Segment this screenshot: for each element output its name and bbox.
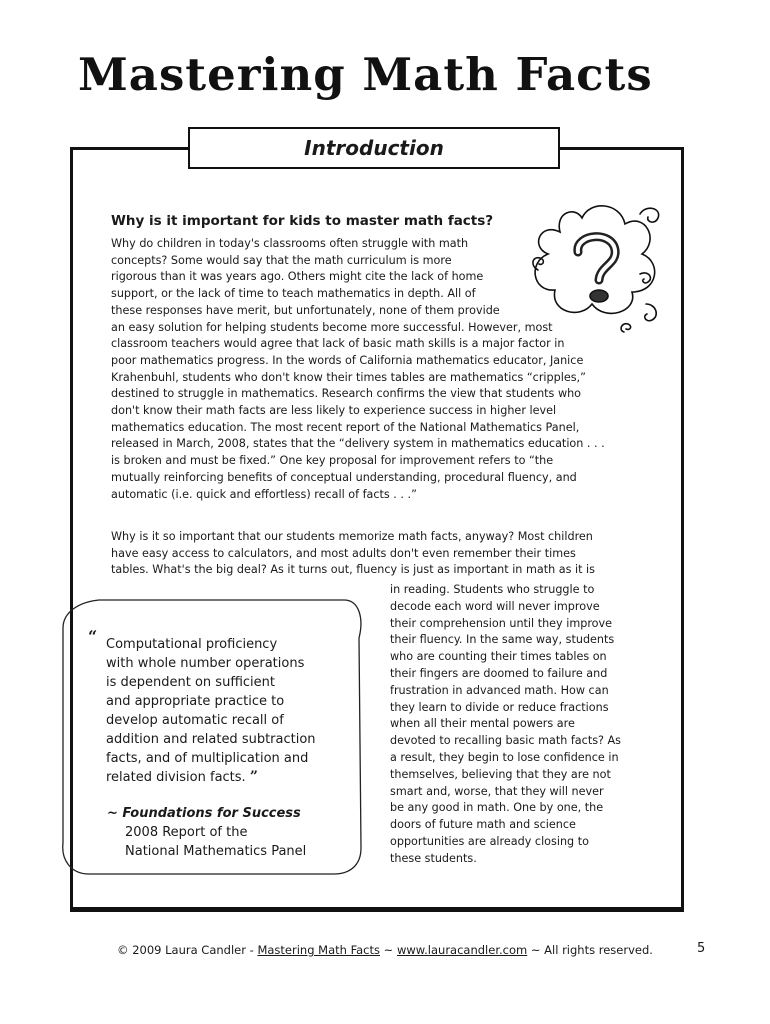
paragraph-3-line: smart and, worse, that they will never (390, 784, 604, 798)
quote-line: related division facts. (106, 770, 246, 785)
paragraph-1 (111, 236, 653, 503)
paragraph-1-line: poor mathematics progress. In the words of California mathematics educator, Janice (111, 353, 584, 367)
quote-line: develop automatic recall of (106, 713, 284, 728)
paragraph-3-line: a result, they begin to lose confidence in (390, 750, 619, 764)
footer-copyright: © 2009 Laura Candler - (117, 943, 258, 957)
paragraph-1-line: these responses have merit, but unfortunately, none of them provide (111, 303, 500, 317)
paragraph-1-line: an easy solution for helping students become more successful. However, most (111, 320, 553, 334)
quote-line: facts, and of multiplication and (106, 751, 309, 766)
paragraph-2-line: Why is it so important that our students memorize math facts, anyway? Most children (111, 530, 593, 543)
pull-quote (106, 635, 346, 787)
paragraph-3-line: themselves, believing that they are not (390, 767, 611, 781)
quote-line: and appropriate practice to (106, 694, 285, 709)
paragraph-1-line: Why do children in today's classrooms often struggle with math (111, 237, 469, 250)
paragraph-3-line: opportunities are already closing to (390, 834, 589, 848)
paragraph-1-line: destined to struggle in mathematics. Research confirms the view that students who (111, 387, 582, 401)
close-quote-mark: ” (249, 769, 258, 785)
footer-rights: ~ All rights reserved. (527, 943, 653, 957)
paragraph-3 (390, 582, 642, 868)
paragraph-1-line: rigorous than it was years ago. Others might cite the lack of home (111, 270, 484, 284)
paragraph-1-line: mathematics education. The most recent report of the National Mathematics Panel, (111, 420, 580, 434)
quote-last-line (106, 768, 346, 787)
paragraph-1-line: automatic (i.e. quick and effortless) recall of facts . . .” (111, 487, 417, 501)
quote-line: addition and related subtraction (106, 732, 316, 747)
paragraph-3-line: their comprehension until they improve (390, 616, 613, 630)
attribution-name: Foundations for Success (122, 806, 301, 821)
quote-line: with whole number operations (106, 656, 305, 671)
paragraph-3-line: in reading. Students who struggle to (390, 583, 595, 596)
page-title: Mastering Math Facts (78, 48, 653, 101)
paragraph-1-line: classroom teachers would agree that lack of basic math skills is a major factor in (111, 337, 565, 351)
paragraph-3-line: when all their mental powers are (390, 717, 575, 731)
footer-separator: ~ (380, 943, 397, 957)
paragraph-3-line: frustration in advanced math. How can (390, 683, 609, 697)
section-label: Introduction (304, 136, 444, 160)
footer-website-link[interactable]: www.lauracandler.com (396, 943, 528, 957)
paragraph-3-line: devoted to recalling basic math facts? As (390, 734, 622, 748)
page-number: 5 (697, 941, 706, 956)
attribution-line-2: 2008 Report of the (125, 825, 248, 840)
page-footer (0, 943, 770, 957)
paragraph-1-line: Krahenbuhl, students who don't know their times tables are mathematics “cripples,” (111, 370, 586, 384)
footer-book-title: Mastering Math Facts (257, 943, 381, 957)
paragraph-3-line: decode each word will never improve (390, 599, 600, 613)
paragraph-3-line: their fingers are doomed to failure and (390, 666, 608, 680)
paragraph-2-line: have easy access to calculators, and most adults don't even remember their times (111, 546, 576, 560)
paragraph-3-line: these students. (390, 851, 477, 865)
paragraph-2-line: tables. What's the big deal? As it turns out, fluency is just as important in math as it is (111, 563, 595, 577)
paragraph-1-line: support, or the lack of time to teach mathematics in depth. All of (111, 287, 476, 301)
paragraph-1-line: released in March, 2008, states that the “delivery system in mathematics education . . . (111, 437, 605, 451)
attribution-prefix: ~ (107, 806, 123, 821)
attribution-source (107, 804, 357, 823)
paragraph-1-line: mutually reinforcing benefits of conceptual understanding, procedural fluency, and (111, 470, 577, 484)
attribution-line-3: National Mathematics Panel (125, 844, 307, 859)
quote-line: is dependent on sufficient (106, 675, 275, 690)
section-heading: Why is it important for kids to master math facts? (111, 213, 494, 229)
paragraph-1-line: is broken and must be fixed.” One key proposal for improvement refers to “the (111, 454, 554, 468)
paragraph-3-line: doors of future math and science (390, 818, 576, 832)
paragraph-1-line: don't know their math facts are less likely to experience success in higher level (111, 404, 557, 418)
paragraph-3-line: who are counting their times tables on (390, 650, 607, 664)
open-quote-mark: “ (88, 627, 98, 646)
quote-line: Computational proficiency (106, 637, 278, 652)
section-label-box (188, 127, 560, 169)
quote-attribution (107, 804, 357, 861)
paragraph-3-line: be any good in math. One by one, the (390, 801, 604, 815)
paragraph-1-line: concepts? Some would say that the math curriculum is more (111, 253, 452, 267)
paragraph-3-line: they learn to divide or reduce fractions (390, 700, 609, 714)
paragraph-2 (111, 529, 651, 579)
paragraph-3-line: their fluency. In the same way, students (390, 633, 615, 647)
